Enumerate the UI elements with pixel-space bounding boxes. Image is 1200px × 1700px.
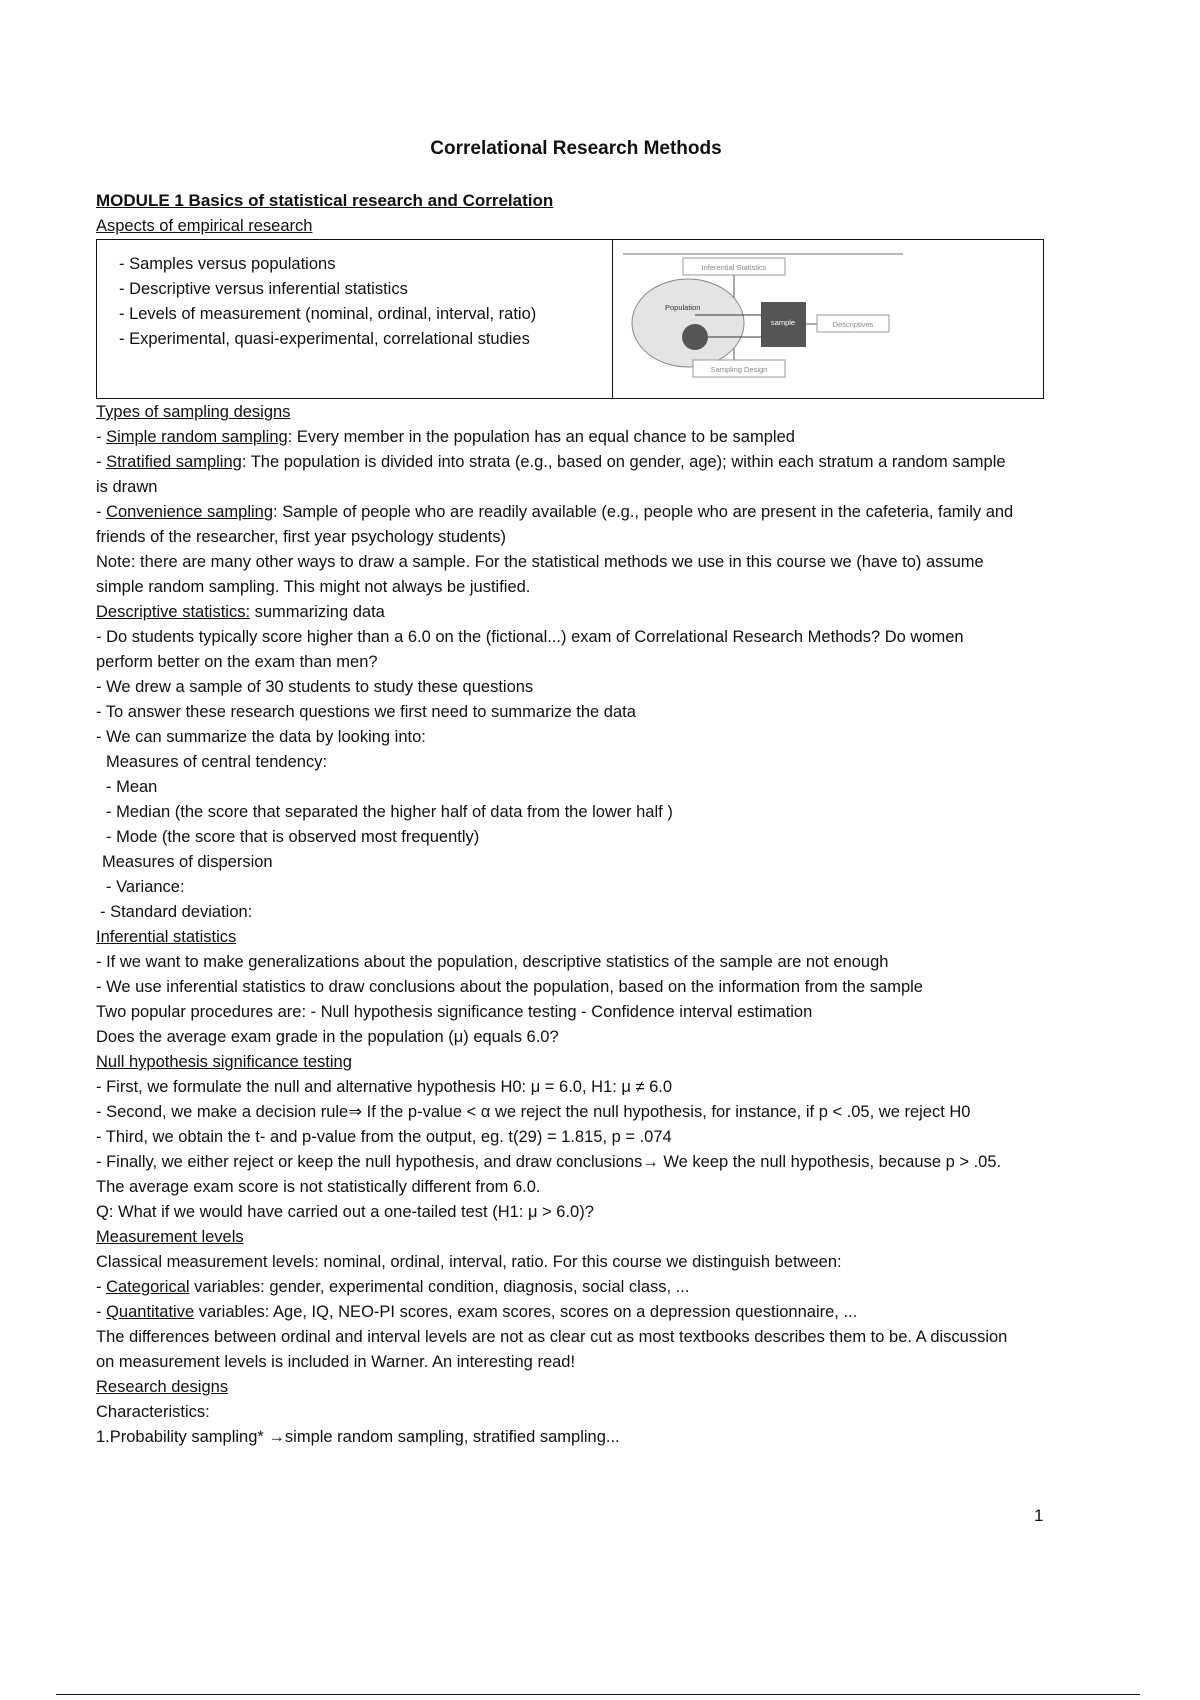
inferential-line: Two popular procedures are: - Null hypothesis significance testing - Confidence interval estimation [96,1003,813,1021]
categorical-term: Categorical [106,1278,190,1296]
nhst-line: - Second, we make a decision rule⇒ If the p-value < α we reject the null hypothesis, for instance, if p < .05, we reject H0 [96,1103,971,1121]
inferential-line: - We use inferential statistics to draw conclusions about the population, based on the information from the sample [96,978,923,996]
descriptive-heading: Descriptive statistics: [96,603,251,621]
list-item: - Samples versus populations [119,255,336,273]
aspects-table [96,239,1044,399]
inferential-heading: Inferential statistics [96,928,237,946]
research-characteristics: Characteristics: [96,1403,210,1421]
convenience-line: - Convenience sampling: Sample of people who are readily available (e.g., people who are present in the cafeteria, family and [96,503,1014,521]
nhst-line: The average exam score is not statistically different from 6.0. [96,1178,541,1196]
sampling-heading: Types of sampling designs [96,403,291,421]
page-title: Correlational Research Methods [430,138,722,159]
simple-random-term: Simple random sampling [106,428,288,446]
convenience-text: : Sample of people who are readily available (e.g., people who are present in the cafeteria, family and [273,503,1014,521]
stratified-term: Stratified sampling [106,453,242,471]
measurement-intro: Classical measurement levels: nominal, ordinal, interval, ratio. For this course we distinguish between: [96,1253,842,1271]
measurement-heading: Measurement levels [96,1228,244,1246]
descriptive-line: - We drew a sample of 30 students to study these questions [96,678,534,696]
sampling-note-2: simple random sampling. This might not always be justified. [96,578,531,596]
simple-random-text: : Every member in the population has an equal chance to be sampled [287,428,795,446]
central-item: - Mean [106,778,158,796]
inferential-line: - If we want to make generalizations about the population, descriptive statistics of the sample are not enough [96,953,889,971]
aspects-list [119,252,536,352]
quantitative-term: Quantitative [106,1303,195,1321]
inferential-line: Does the average exam grade in the population (μ) equals 6.0? [96,1028,559,1046]
nhst-line: - Third, we obtain the t- and p-value from the output, eg. t(29) = 1.815, p = .074 [96,1128,672,1146]
sampling-note-1: Note: there are many other ways to draw a sample. For the statistical methods we use in this course we (have to) assume [96,553,984,571]
descriptive-line: - To answer these research questions we first need to summarize the data [96,703,636,721]
population-ellipse [632,279,744,367]
list-item: - Levels of measurement (nominal, ordinal, interval, ratio) [119,305,537,323]
inferential-label: Inferential Statistics [701,263,767,272]
descriptive-line: - Do students typically score higher than a 6.0 on the (fictional...) exam of Correlational Research Methods? Do women [96,628,964,646]
descriptive-line: - We can summarize the data by looking into: [96,728,426,746]
population-sample-diagram [613,240,1043,397]
sample-label: sample [770,318,796,327]
page-number: 1 [1034,1506,1044,1525]
convenience-cont: friends of the researcher, first year psychology students) [96,528,506,546]
central-item: - Median (the score that separated the higher half of data from the lower half ) [106,803,673,821]
central-item: - Mode (the score that is observed most frequently) [106,828,480,846]
footer-rule [56,1694,1140,1695]
research-item: 1.Probability sampling* →simple random sampling, stratified sampling... [96,1428,620,1446]
descriptive-heading-line [96,602,385,622]
quantitative-line: - Quantitative variables: Age, IQ, NEO-PI scores, exam scores, scores on a depression questionnaire, ... [96,1303,858,1321]
central-tendency-heading: Measures of central tendency: [106,753,328,771]
list-item: - Experimental, quasi-experimental, correlational studies [119,330,530,348]
research-heading: Research designs [96,1378,229,1396]
stratified-cont: is drawn [96,478,158,496]
list-item: - Descriptive versus inferential statistics [119,280,408,298]
sample-dot [682,324,708,350]
categorical-text: variables: gender, experimental condition, diagnosis, social class, ... [189,1278,690,1296]
descriptive-line: perform better on the exam than men? [96,653,378,671]
stratified-line: - Stratified sampling: The population is divided into strata (e.g., based on gender, age); within each stratum a random sample [96,453,1006,471]
nhst-line: - First, we formulate the null and alternative hypothesis H0: μ = 6.0, H1: μ ≠ 6.0 [96,1078,673,1096]
sampling-design-label: Sampling Design [710,365,768,374]
stratified-text: : The population is divided into strata (e.g., based on gender, age); within each stratum a random sample [241,453,1006,471]
measurement-note-2: on measurement levels is included in Warner. An interesting read! [96,1353,576,1371]
aspects-heading: Aspects of empirical research [96,217,313,235]
dispersion-heading: Measures of dispersion [102,853,273,871]
simple-random-line: - Simple random sampling: Every member in the population has an equal chance to be sampled [96,428,795,446]
measurement-note-1: The differences between ordinal and interval levels are not as clear cut as most textbooks describes them to be. A discussion [96,1328,1008,1346]
descriptives-label: Descriptives [832,320,874,329]
descriptive-heading-rest: summarizing data [250,603,385,621]
dispersion-item: - Variance: [106,878,185,896]
nhst-line: Q: What if we would have carried out a one-tailed test (H1: μ > 6.0)? [96,1203,594,1221]
nhst-line: - Finally, we either reject or keep the null hypothesis, and draw conclusions→ We keep the null hypothesis, because p > .05. [96,1153,1002,1171]
quantitative-text: variables: Age, IQ, NEO-PI scores, exam scores, scores on a depression questionnaire, ... [194,1303,858,1321]
convenience-term: Convenience sampling [106,503,274,521]
dispersion-item: - Standard deviation: [100,903,253,921]
module-heading: MODULE 1 Basics of statistical research and Correlation [96,191,554,210]
nhst-heading: Null hypothesis significance testing [96,1053,352,1071]
categorical-line: - Categorical variables: gender, experimental condition, diagnosis, social class, ... [96,1278,690,1296]
population-label: Population [665,303,701,312]
